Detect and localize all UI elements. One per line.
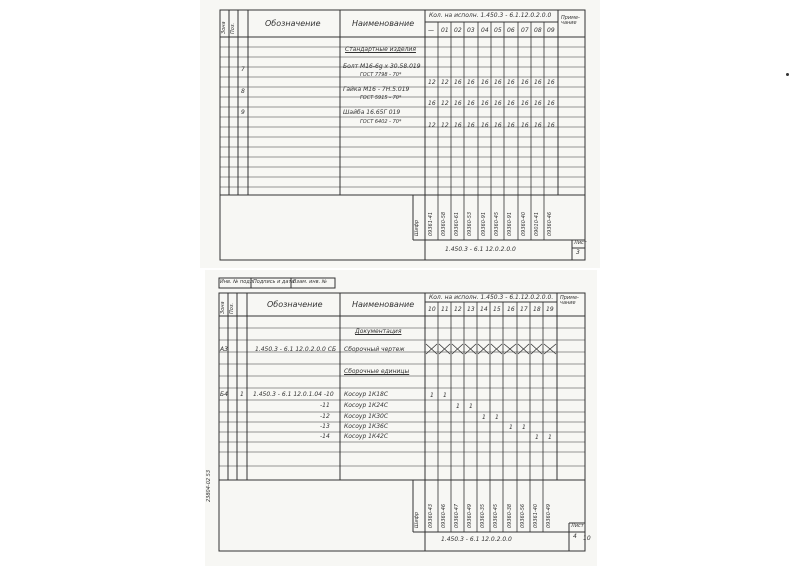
sheet-3-grid bbox=[200, 0, 600, 268]
qty-header: Кол. на исполн. 1.450.3 - 6.1.12.0.2.0.0. bbox=[429, 294, 554, 301]
variant-header: 12 bbox=[454, 306, 462, 313]
unit-name: Косоур 1К36С bbox=[344, 423, 389, 430]
item-name: Шайба 16.65Г 019 bbox=[343, 109, 401, 116]
qty-cell: 1 bbox=[495, 414, 499, 421]
scan-speck bbox=[786, 73, 789, 76]
zone-header: Зона bbox=[220, 301, 226, 314]
qty-cell: 16 bbox=[521, 79, 529, 86]
code-cell: 09360-45 bbox=[493, 503, 499, 528]
qty-cell: 16 bbox=[547, 100, 555, 107]
item-pos: 9 bbox=[241, 109, 245, 116]
variant-header: 04 bbox=[481, 27, 489, 34]
qty-cell: 16 bbox=[494, 100, 502, 107]
sheet-number: 3 bbox=[576, 249, 580, 256]
sheet-label: Лист bbox=[571, 523, 584, 529]
variant-header: 11 bbox=[441, 306, 449, 313]
variant-header: 17 bbox=[520, 306, 528, 313]
qty-cell: 16 bbox=[481, 122, 489, 129]
code-label: Шифр bbox=[414, 219, 420, 236]
code-cell: 09010-41 bbox=[534, 211, 540, 236]
variant-header: 13 bbox=[467, 306, 475, 313]
code-cell: 09360-58 bbox=[441, 211, 447, 236]
qty-cell: 12 bbox=[428, 79, 436, 86]
code-cell: 09360-91 bbox=[481, 211, 487, 236]
qty-cell: 16 bbox=[428, 100, 436, 107]
item-pos: 8 bbox=[241, 88, 245, 95]
qty-cell: 1 bbox=[548, 434, 552, 441]
qty-cell: 16 bbox=[467, 100, 475, 107]
qty-cell: 16 bbox=[454, 100, 462, 107]
qty-cell: 1 bbox=[482, 414, 486, 421]
item-standard: ГОСТ 6402 - 70* bbox=[360, 119, 402, 125]
qty-cell: 12 bbox=[441, 122, 449, 129]
units-pos: 1 bbox=[240, 391, 244, 398]
unit-name: Косоур 1К18С bbox=[344, 391, 389, 398]
qty-cell: 16 bbox=[467, 122, 475, 129]
item-standard: ГОСТ 5915 - 70* bbox=[360, 95, 402, 101]
item-name: Гайка М16 - 7Н.5.019 bbox=[343, 86, 410, 93]
variant-header: 02 bbox=[454, 27, 462, 34]
sheet-label: Лист bbox=[574, 240, 587, 246]
code-cell: 09360-49 bbox=[546, 503, 552, 528]
variant-header: 10 bbox=[428, 306, 436, 313]
variant-header: 06 bbox=[507, 27, 515, 34]
code-cell: 09360-56 bbox=[520, 503, 526, 528]
qty-header: Кол. на исполн. 1.450.3 - 6.1.12.0.2.0.0 bbox=[429, 12, 552, 19]
qty-cell: 16 bbox=[534, 79, 542, 86]
qty-cell: 16 bbox=[507, 79, 515, 86]
sheet-number: 4 bbox=[573, 533, 577, 540]
variant-header: 08 bbox=[534, 27, 542, 34]
variant-header: 07 bbox=[521, 27, 529, 34]
qty-cell: 12 bbox=[441, 100, 449, 107]
code-label: Шифр bbox=[414, 511, 420, 528]
qty-cell: 16 bbox=[507, 122, 515, 129]
name-header: Наименование bbox=[352, 19, 415, 28]
stamp-repl: Взам. инв. № bbox=[293, 279, 327, 285]
variant-header: 15 bbox=[493, 306, 501, 313]
doc-designation: 1.450.3 - 6.1 12.0.2.0.0 СБ bbox=[255, 346, 337, 353]
qty-cell: 16 bbox=[454, 122, 462, 129]
variant-header: 03 bbox=[467, 27, 475, 34]
corner-mark: 10 bbox=[583, 535, 591, 542]
unit-designation: -12 bbox=[320, 413, 330, 420]
note-header: Приме-чание bbox=[561, 15, 580, 26]
variant-header: 18 bbox=[533, 306, 541, 313]
doc-number: 1.450.3 - 6.1 12.0.2.0.0 bbox=[441, 536, 512, 543]
qty-cell: 16 bbox=[494, 79, 502, 86]
code-cell: 09360-40 bbox=[521, 211, 527, 236]
section-title-units: Сборочные единицы bbox=[344, 368, 410, 375]
code-cell: 09360-43 bbox=[428, 503, 434, 528]
zone-header: Зона bbox=[221, 21, 227, 34]
code-cell: 09360-46 bbox=[547, 211, 553, 236]
unit-designation: 1.450.3 - 6.1 12.0.1.04 -10 bbox=[253, 391, 334, 398]
doc-zone: А3 bbox=[220, 346, 228, 353]
item-pos: 7 bbox=[241, 66, 245, 73]
variant-header: — bbox=[428, 27, 434, 34]
code-cell: 09360-47 bbox=[454, 503, 460, 528]
code-cell: 09360-91 bbox=[507, 211, 513, 236]
qty-cell: 16 bbox=[534, 100, 542, 107]
code-cell: 09360-49 bbox=[467, 503, 473, 528]
code-cell: 09360-45 bbox=[494, 211, 500, 236]
code-cell: 09360-46 bbox=[441, 503, 447, 528]
qty-cell: 16 bbox=[494, 122, 502, 129]
code-cell: 09361-41 bbox=[428, 211, 434, 236]
qty-cell: 16 bbox=[521, 100, 529, 107]
qty-cell: 16 bbox=[454, 79, 462, 86]
qty-cell: 1 bbox=[535, 434, 539, 441]
code-cell: 09360-61 bbox=[454, 211, 460, 236]
stamp-sign: Подпись и дата bbox=[253, 279, 295, 285]
spec-sheet-4 bbox=[205, 270, 597, 566]
section-title-standard: Стандартные изделия bbox=[345, 46, 416, 53]
qty-cell: 1 bbox=[456, 403, 460, 410]
variant-header: 01 bbox=[441, 27, 449, 34]
variant-header: 09 bbox=[547, 27, 555, 34]
variant-header: 05 bbox=[494, 27, 502, 34]
unit-designation: -14 bbox=[320, 433, 330, 440]
qty-cell: 16 bbox=[507, 100, 515, 107]
item-standard: ГОСТ 7798 - 70* bbox=[360, 72, 402, 78]
qty-cell: 16 bbox=[547, 122, 555, 129]
name-header: Наименование bbox=[352, 300, 415, 309]
unit-name: Косоур 1К24С bbox=[344, 402, 389, 409]
code-cell: 09360-35 bbox=[480, 503, 486, 528]
qty-cell: 1 bbox=[430, 392, 434, 399]
doc-number: 1.450.3 - 6.1 12.0.2.0.0 bbox=[445, 246, 516, 253]
units-zone: Б4 bbox=[220, 391, 228, 398]
qty-cell: 1 bbox=[509, 424, 513, 431]
unit-designation: -13 bbox=[320, 423, 330, 430]
doc-name: Сборочный чертеж bbox=[344, 346, 405, 353]
designation-header: Обозначение bbox=[265, 19, 321, 28]
designation-header: Обозначение bbox=[267, 300, 323, 309]
pos-header: Поз. bbox=[230, 22, 236, 34]
code-cell: 09360-53 bbox=[467, 211, 473, 236]
code-cell: 09361-40 bbox=[533, 503, 539, 528]
qty-cell: 16 bbox=[481, 100, 489, 107]
variant-header: 14 bbox=[480, 306, 488, 313]
spec-sheet-3 bbox=[200, 0, 600, 268]
note-header: Приме-чание bbox=[560, 295, 579, 306]
unit-designation: -11 bbox=[320, 402, 330, 409]
qty-cell: 1 bbox=[443, 392, 447, 399]
variant-header: 16 bbox=[507, 306, 515, 313]
qty-cell: 1 bbox=[469, 403, 473, 410]
qty-cell: 12 bbox=[428, 122, 436, 129]
qty-cell: 16 bbox=[521, 122, 529, 129]
qty-cell: 16 bbox=[467, 79, 475, 86]
section-title-docs: Документация bbox=[355, 328, 402, 335]
unit-name: Косоур 1К30С bbox=[344, 413, 389, 420]
qty-cell: 12 bbox=[441, 79, 449, 86]
code-cell: 09360-38 bbox=[507, 503, 513, 528]
qty-cell: 16 bbox=[547, 79, 555, 86]
qty-cell: 1 bbox=[522, 424, 526, 431]
variant-header: 19 bbox=[546, 306, 554, 313]
qty-cell: 16 bbox=[481, 79, 489, 86]
side-number: 23804-02 53 bbox=[206, 469, 212, 502]
pos-header: Поз. bbox=[229, 302, 235, 314]
stamp-inv: Инв. № подл. bbox=[220, 279, 255, 285]
unit-name: Косоур 1К42С bbox=[344, 433, 389, 440]
item-name: Болт М16-6g x 30.58.019 bbox=[343, 63, 421, 70]
qty-cell: 16 bbox=[534, 122, 542, 129]
